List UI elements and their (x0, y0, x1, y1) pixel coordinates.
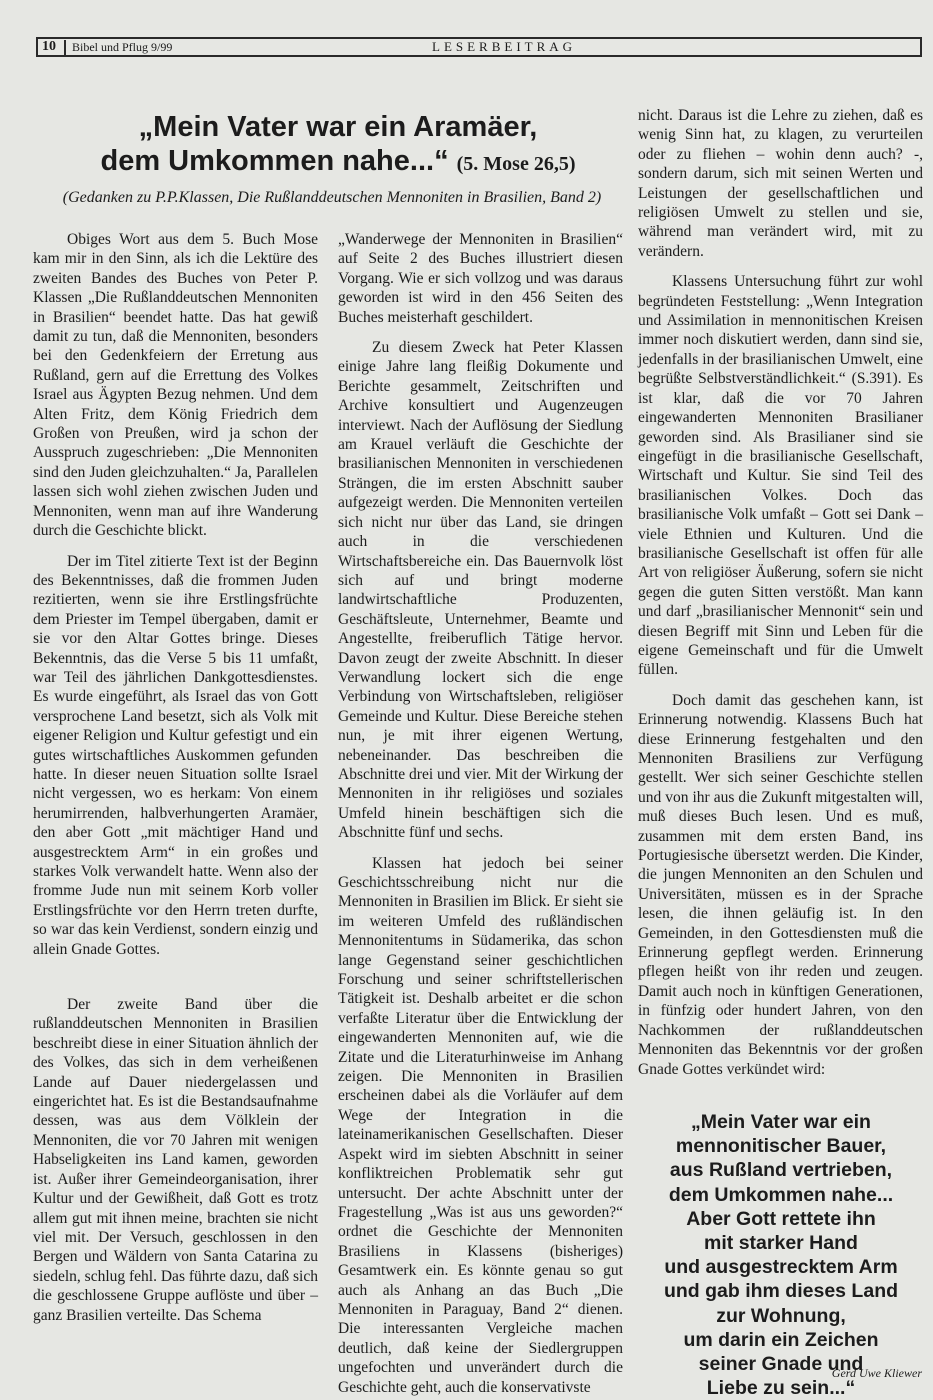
quote-line: seiner Gnade und (698, 1353, 864, 1376)
quote-line: mit starker Hand (704, 1232, 858, 1255)
title-line-2-text: dem Umkommen nahe...“ (100, 145, 449, 177)
paragraph: Doch damit das geschehen kann, ist Erinnerung notwendig. Klassens Buch hat diese Erinnerung festgehalten und den Mennoniten Brasiliens zur Verfügung gestellt. Wer sich seiner Geschichte stellen und von ihr aus die Zukunft mitgestalten will, muß dieses Buch lesen. Und es muß, zusammen mit dem ersten Band, ins Portugiesische übersetzt werden. Die Kinder, die jungen Mennoniten an den Schulen und Universitäten, müssen es in der Sprache lesen, die ihnen geläufig ist. In den Gemeinden, in den Gottesdiensten muß die Erinnerung gepflegt werden. Erinnerung pflegen heißt von ihr reden und zeugen. Damit auch noch in künftigen Generationen, in fünfzig oder hundert Jahren, von den Nachkommen der rußlanddeutschen Mennoniten das Bekenntnis vor der großen Gnade Gottes verkündet wird: (638, 691, 923, 1078)
quote-line: Aber Gott rettete ihn (686, 1207, 876, 1230)
text-column-3 (638, 106, 923, 1079)
paragraph: Der zweite Band über die rußlanddeutschen Mennoniten in Brasilien beschreibt diese in einer Situation ähnlich der des Volkes, das sich in dem verheißenen Lande auf Dauer niedergelassen und eingerichtet hat. Es ist die Bestandsaufnahme dessen, was aus dem Völklein der Mennoniten, die vor 70 Jahren mit wenigen Habseligkeiten ins Land kamen, geworden ist. Außer ihrer Gemeindeorganisation, ihrer Kultur und der Gewißheit, daß Gott es trotz allem gut mit ihnen meine, brachten sie nicht viel mit. Der Versuch, geschlossen in den Bergen und Wäldern von Santa Catarina zu siedeln, schlug fehl. Das führte dazu, daß sich die geschlossene Gruppe auflöste und über – ganz Brasilien verteilte. Das Schema (33, 996, 318, 1324)
quote-line: mennonitischer Bauer, (675, 1135, 887, 1158)
section-title: LESERBEITRAG (432, 39, 577, 54)
quote-line: „Mein Vater war ein (691, 1111, 871, 1133)
header-divider (64, 40, 66, 55)
page-number: 10 (42, 39, 56, 54)
text-column-1 (33, 230, 318, 1325)
text-column-2 (338, 230, 623, 1397)
quote-line: zur Wohnung, (716, 1304, 846, 1327)
title-line-2 (40, 144, 636, 181)
paragraph: Klassen hat jedoch bei seiner Geschichtsschreibung nicht nur die Mennoniten in Brasilien im Blick. Er sieht sie im weiteren Umfeld des rußländischen Mennonitentums in Südamerika, das schon lange Gegenstand seiner geschichtlichen Forschung und seiner schriftstellerischen Tätigkeit ist. Deshalb arbeitet er die schon verfaßte Literatur über die Entwicklung der eingewanderten Mennoniten auf, wie die Zitate und die Literaturhinweise im Anhang zeigen. Die Mennoniten in Brasilien erscheinen dabei als die Vorläufer auf dem Wege der Integration in die lateinamerikanischen Gesellschaften. Dieser Aspekt wird im siebten Abschnitt in seiner konfliktreichen Problematik sehr gut untersucht. Der achte Abschnitt unter der Fragestellung „Was ist aus uns geworden?“ ordnet die Geschichte der Mennoniten Brasiliens in Klassens (bisheriges) Gesamtwerk ein. Es könnte genau so gut auch als Anhang an das Buch „Die Mennoniten in Paraguay, Band 2“ dienen. Die interessanten Vergleiche machen deutlich, daß keine der Siedlergruppen ungefochten und unverändert durch die Geschichte geht, auch die konservativste (338, 854, 623, 1396)
paragraph: nicht. Daraus ist die Lehre zu ziehen, daß es wenig Sinn hat, zu klagen, zu verurteilen oder zu fliehen – wohin denn auch? -, sondern darum, sich mit seinen Werten und Leistungen der gesellschaftlichen und religiösen Umwelt zu stellen und sie, während man verändert wird, mit zu verändern. (638, 107, 923, 260)
quote-line: um darin ein Zeichen (683, 1328, 879, 1351)
title-line-1: „Mein Vater war ein Aramäer, (138, 111, 538, 143)
quote-line: Liebe zu sein...“ (706, 1377, 856, 1400)
quote-line: und ausgestrecktem Arm (664, 1256, 898, 1279)
article-title (40, 110, 636, 181)
article-subtitle: (Gedanken zu P.P.Klassen, Die Rußlanddeutschen Mennoniten in Brasilien, Band 2) (62, 189, 602, 206)
quote-line: und gab ihm dieses Land (663, 1280, 899, 1303)
bible-reference: (5. Mose 26,5) (456, 153, 576, 175)
paragraph: „Wanderwege der Mennoniten in Brasilien“ auf Seite 2 des Buches illustriert diesen Vorgang. Wie er sich vollzog und was daraus geworden ist wird in den 456 Seiten des Buches meisterhaft geschildert. (338, 231, 623, 326)
paragraph: Obiges Wort aus dem 5. Buch Mose kam mir in den Sinn, als ich die Lektüre des zweiten Bandes des Buches von Peter P. Klassen „Die Rußlanddeutschen Mennoniten in Brasilien“ beendet hatte. Das hat gewiß damit zu tun, daß die Mennoniten, besonders bei den Gedenkfeiern der Erretung aus Rußland, gern auf die Errettung des Volkes Israel aus Ägypten Bezug nehmen. Und dem Alten Fritz, dem König Friedrich dem Großen von Preußen, wird ja schon der Ausspruch zugeschrieben: „Die Mennoniten sind den Juden gleichzuhalten.“ Ja, Parallelen lassen sich wohl ziehen zwischen Juden und Mennoniten, wenn man auf ihre Wanderung durch die Geschichte blickt. (33, 231, 318, 540)
paragraph: Der im Titel zitierte Text ist der Beginn des Bekenntnisses, daß die frommen Juden rezitierten, wenn sie ihre Erstlingsfrüchte dem Priester im Tempel übergaben, damit er sie vor den Altar Gottes bringe. Dieses Bekenntnis, das die Verse 5 bis 11 umfaßt, war Teil des jährlichen Dankgottesdienstes. Es wurde eingeführt, als Israel das von Gott versprochene Land besetzt, sich als Volk mit eigener Religion und Kultur gefestigt und ein gutes wirtschaftliches Auskommen gefunden hatte. In dieser neuen Situation sollte Israel nicht vergessen, wo es herkam: Von einem herumirrenden, halbverhungerten Aramäer, den aber Gott „mit mächtiger Hand und ausgestrecktem Arm“ in ein großes und starkes Volk verwandelt hatte. Wenn also der fromme Jude nun mit seinem Korb voller Erstlingsfrüchte vor den Herrn treten durfte, so war das kein Verdienst, sondern einzig und allein Gnade Gottes. (33, 552, 318, 958)
paragraph: Klassens Untersuchung führt zur wohl begründeten Feststellung: „Wenn Integration und Assimilation in mennonitischen Kreisen immer noch diskutiert werden, dann sind sie, jedenfalls in der brasilianischen Umwelt, eine begrüßte Selbstverständlichkeit.“ (S.391). Es ist klar, daß die vor 70 Jahren eingewanderten Mennoniten Brasilianer geworden sind. Als Brasilianer sind sie eingefügt in die brasilianische Gesellschaft, Wirtschaft und Kultur. Sie sind Teil des brasilianischen Volkes. Doch das brasilianische Volk umfaßt – Gott sei Dank – viele Ethnien und Kulturen. Und die brasilianische Gesellschaft ist offen für alle Art von religiöser Äußerung, sofern sie nicht gegen die guten Sitten verstößt. Man kann und darf „brasilianischer Mennonit“ sein und diesen Begriff mit Sinn und Leben für die eigene Gemeinschaft und für die Umwelt füllen. (638, 273, 923, 679)
author-name: Gerd Uwe Kliewer (831, 1366, 922, 1380)
page-header (36, 37, 922, 57)
quote-line: aus Rußland vertrieben, (669, 1159, 893, 1182)
quote-line: dem Umkommen nahe... (668, 1183, 894, 1206)
closing-quote (636, 1110, 926, 1400)
magazine-issue: Bibel und Pflug 9/99 (72, 40, 173, 54)
paragraph: Zu diesem Zweck hat Peter Klassen einige Jahre lang fleißig Dokumente und Berichte gesammelt, Zeitschriften und Archive konsultiert und Augenzeugen interviewt. Nach der Auflösung der Siedlung am Krauel verläuft die Geschichte der brasilianischen Mennoniten in verschiedenen Strängen, die im ersten Abschnitt sauber aufgezeigt werden. Die Mennoniten verteilen sich nicht nur über das Land, sie dringen auch in die verschiedenen Wirtschaftsbereiche ein. Das Bauernvolk löst sich auf und bringt moderne landwirtschaftliche Produzenten, Geschäftsleute, Unternehmer, Beamte und Angestellte, freiberuflich Tätige hervor. Davon zeugt der zweite Abschnitt. In dieser Verwandlung lockert sich die enge Verbindung von Wirtschaftsleben, religiöser Gemeinde und Kultur. Diese Bereiche stehen nun, je mit ihrer eigenen Wertung, nebeneinander. Das beschreiben die Abschnitte drei und vier. Mit der Wirkung der Mennoniten in ihr religiöses und soziales Umfeld hinein beschäftigen sich die Abschnitte fünf und sechs. (338, 339, 623, 842)
